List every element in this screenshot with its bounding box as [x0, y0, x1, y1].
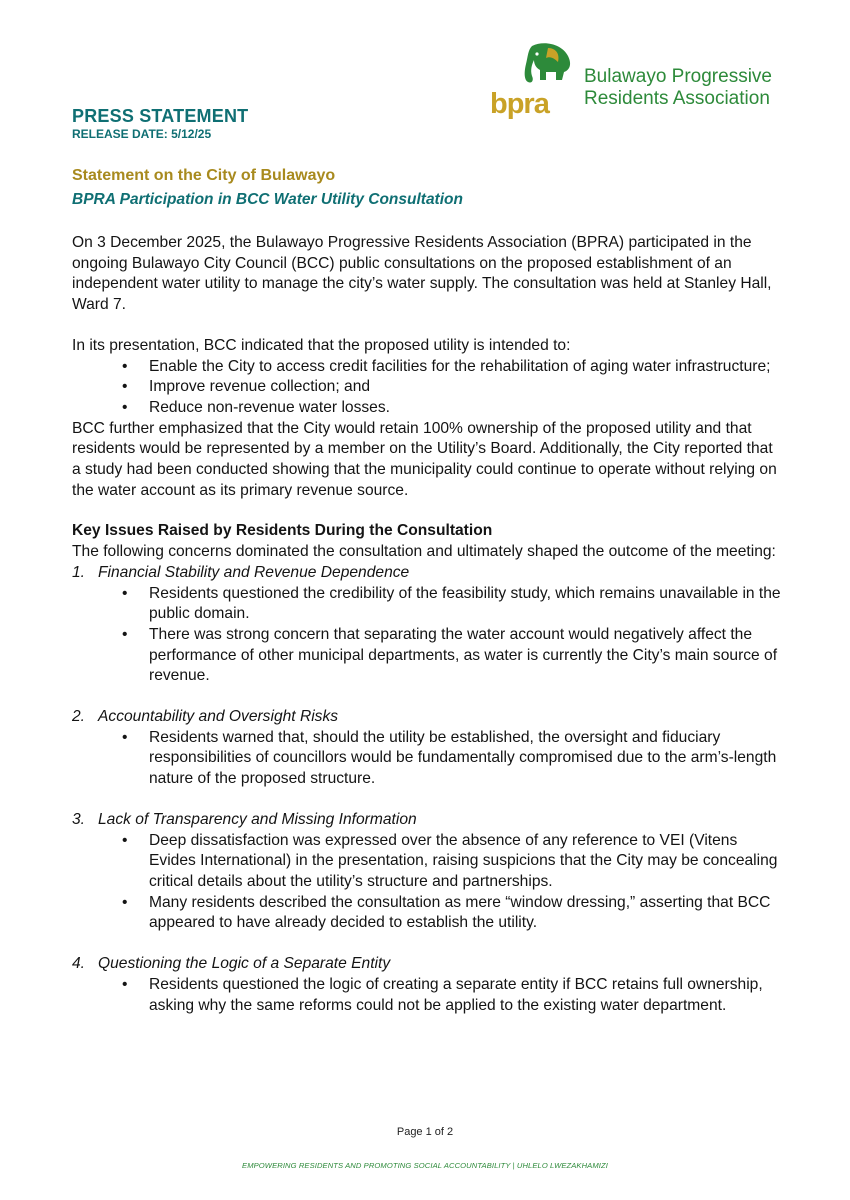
issue-heading-3: 3. Lack of Transparency and Missing Information — [72, 810, 417, 828]
list-item: • Residents questioned the logic of creating a separate entity if BCC retains full ownership, asking why the same reforms could not be applied to the existing water department. — [122, 975, 763, 1014]
press-statement-title: PRESS STATEMENT — [72, 106, 249, 126]
issue-heading-2: 2. Accountability and Oversight Risks — [72, 708, 339, 726]
logo-line-2: Residents Association — [584, 88, 770, 109]
key-issues-heading: Key Issues Raised by Residents During the Consultation — [72, 522, 493, 540]
issue-heading-1: 1. Financial Stability and Revenue Dependence — [72, 563, 410, 581]
presentation-bullets — [72, 357, 784, 419]
statement-subtitle: BPRA Participation in BCC Water Utility Consultation — [72, 191, 463, 208]
list-item: • Residents warned that, should the utility be established, the oversight and fiduciary responsibilities of councillors would be fundamentally compromised due to the arm’s-length nature of the proposed structure. — [122, 728, 777, 788]
presentation-lead: In its presentation, BCC indicated that the proposed utility is intended to: — [72, 336, 571, 354]
issue-bullets-1 — [72, 584, 784, 688]
logo-line-1: Bulawayo Progressive — [584, 66, 772, 87]
issue-bullets-4 — [72, 975, 784, 1016]
list-item: • Deep dissatisfaction was expressed over the absence of any reference to VEI (Vitens Evides International) in the presentation, raising suspicions that the City may be concealing critical details about the utility’s structure and partnerships. — [122, 831, 778, 890]
key-issues-lead: The following concerns dominated the consultation and ultimately shaped the outcome of the meeting: — [72, 543, 776, 561]
list-item: • Enable the City to access credit facilities for the rehabilitation of aging water infrastructure; — [122, 357, 771, 375]
list-item: • There was strong concern that separating the water account would negatively affect the performance of other municipal departments, as water is currently the City’s main source of revenue. — [122, 625, 778, 685]
intro-paragraph: On 3 December 2025, the Bulawayo Progressive Residents Association (BPRA) participated in the ongoing Bulawayo City Council (BCC) public consultations on the proposed establishment of an independent water utility to manage the city’s water supply. The consultation was held at Stanley Hall, Ward 7. — [72, 234, 772, 314]
issue-bullets-2 — [72, 728, 784, 790]
issue-heading-4: 4. Questioning the Logic of a Separate Entity — [72, 955, 391, 973]
list-item: • Reduce non-revenue water losses. — [122, 398, 390, 416]
statement-title: Statement on the City of Bulawayo — [72, 167, 336, 184]
statement-body — [72, 233, 784, 1016]
page-number: Page 1 of 2 — [396, 1126, 454, 1138]
list-item: • Many residents described the consultation as mere “window dressing,” asserting that BCC appeared to have already decided to establish the utility. — [122, 893, 771, 932]
release-date: RELEASE DATE: 5/12/25 — [72, 127, 212, 141]
bpra-logo — [488, 40, 798, 120]
footer-tagline: EMPOWERING RESIDENTS AND PROMOTING SOCIAL ACCOUNTABILITY | UHLELO LWEZAKHAMIZI — [242, 1161, 608, 1170]
issue-bullets-3 — [72, 831, 784, 935]
list-item: • Residents questioned the credibility of the feasibility study, which remains unavailable in the public domain. — [122, 584, 781, 623]
presentation-follow: BCC further emphasized that the City would retain 100% ownership of the proposed utility and that residents would be represented by a member on the Utility’s Board. Additionally, the City reported that a study had been conducted showing that the municipality could continue to operate without relying on the water account as its primary revenue source. — [72, 419, 777, 499]
list-item: • Improve revenue collection; and — [122, 378, 371, 396]
logo-abbr: bpra — [490, 88, 549, 120]
logo-name — [584, 66, 772, 110]
